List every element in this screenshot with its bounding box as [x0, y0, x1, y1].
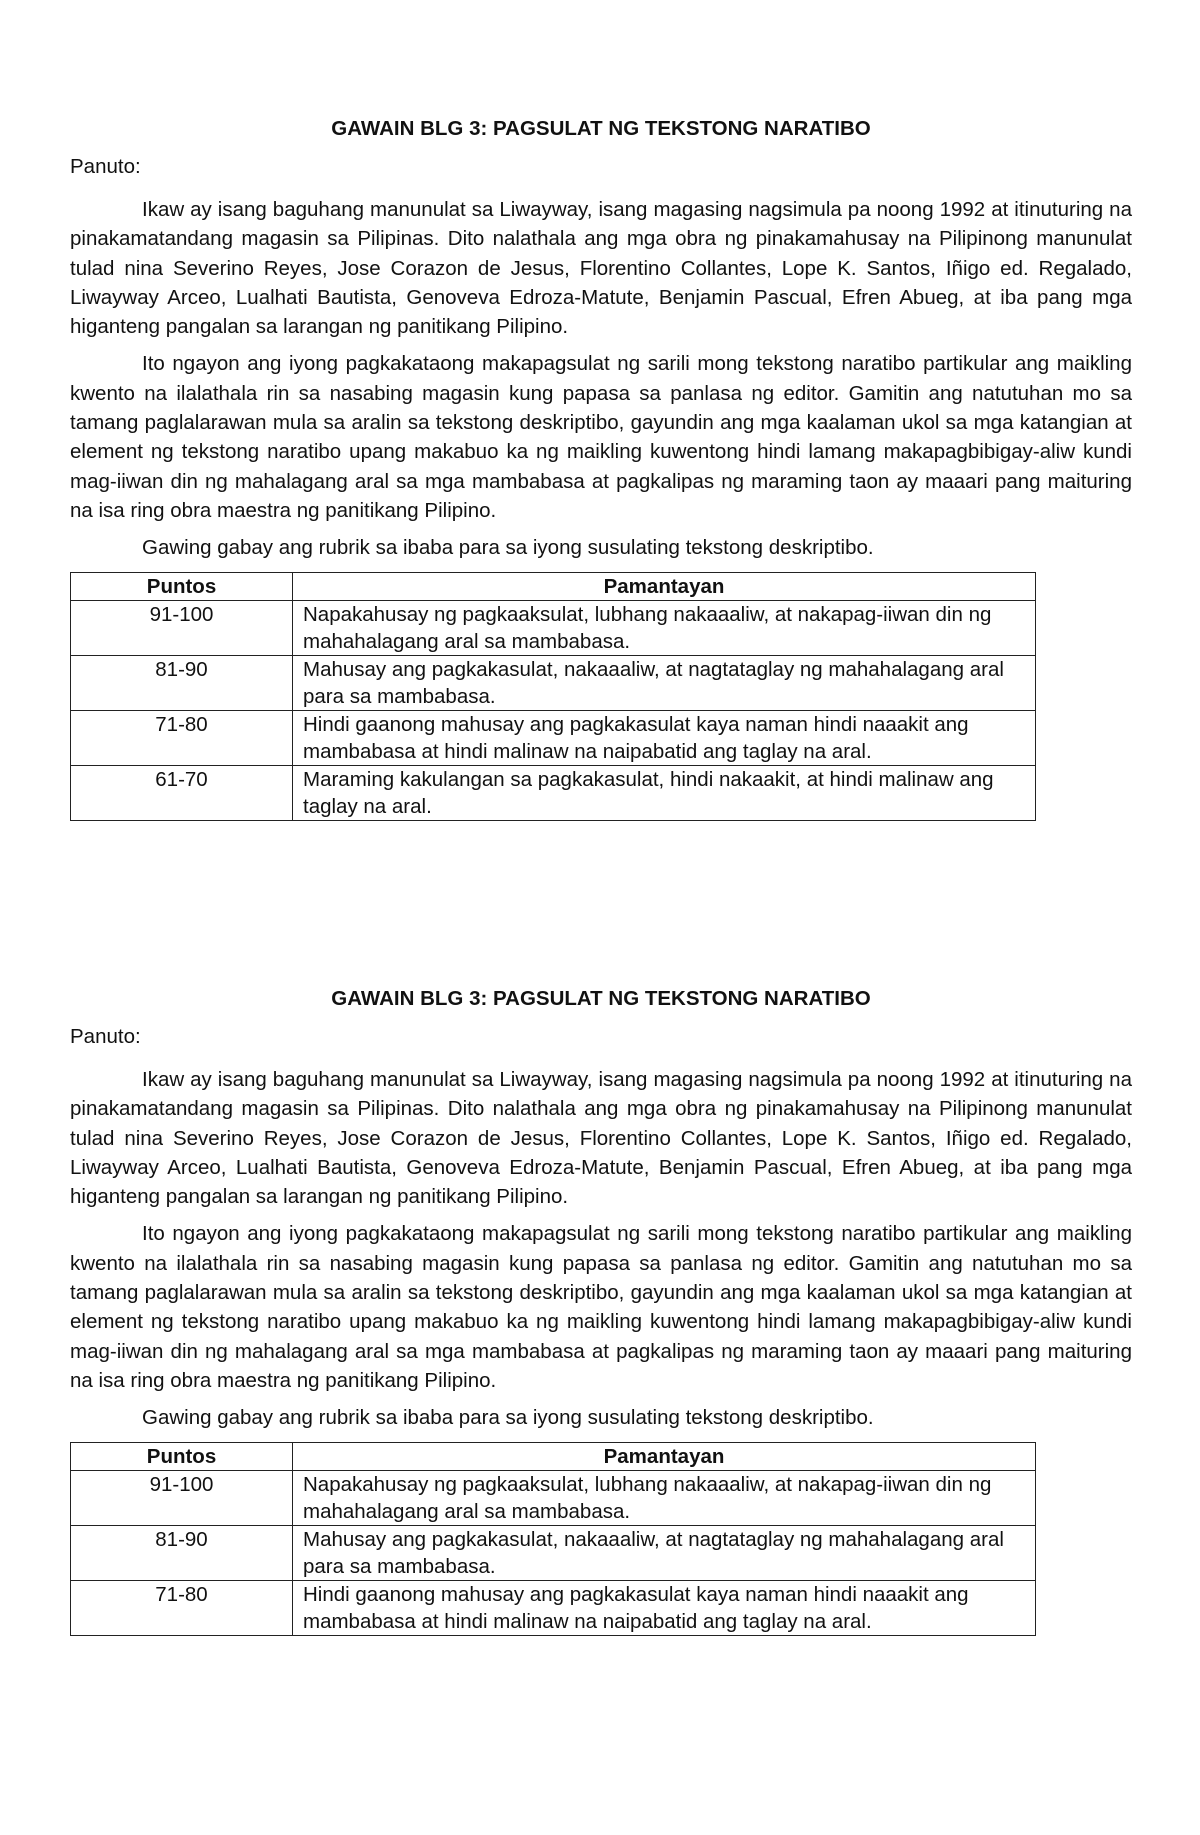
activity-title: GAWAIN BLG 3: PAGSULAT NG TEKSTONG NARATIBO — [331, 987, 871, 1010]
table-row — [71, 656, 1036, 711]
table-row — [71, 1471, 1036, 1526]
criteria-cell: Hindi gaanong mahusay ang pagkakasulat kaya naman hindi naaakit ang mambabasa at hindi malinaw na naipabatid ang taglay na aral. — [293, 1581, 1036, 1636]
table-row — [71, 601, 1036, 656]
criteria-cell: Mahusay ang pagkakasulat, nakaaaliw, at nagtataglay ng mahahalagang aral para sa mambabasa. — [293, 1526, 1036, 1581]
rubric-header-row — [71, 573, 1036, 601]
score-cell: 81-90 — [71, 656, 293, 711]
task-paragraph: Ito ngayon ang iyong pagkakataong makapagsulat ng sarili mong tekstong naratibo partikular ang maikling kwento na ilalathala rin sa nasabing magasin kung papasa sa panlasa ng editor. Gamitin ang natutuhan mo sa tamang paglalarawan mula sa aralin sa tekstong deskriptibo, gayundin ang mga kaalaman ukol sa mga katangian at element ng tekstong naratibo upang makabuo ka ng maikling kuwentong hindi lamang makapagbibigay-aliw kundi mag-iiwan din ng mahalagang aral sa mga mambabasa at pagkalipas ng maraming taon ay maaari pang maituring na isa ring obra maestra ng panitikang Pilipino. — [70, 352, 1132, 522]
criteria-cell: Napakahusay ng pagkaaksulat, lubhang nakaaaliw, at nakapag-iiwan din ng mahahalagang aral sa mambabasa. — [293, 1471, 1036, 1526]
table-row — [71, 766, 1036, 821]
criteria-cell: Napakahusay ng pagkaaksulat, lubhang nakaaaliw, at nakapag-iiwan din ng mahahalagang aral sa mambabasa. — [293, 601, 1036, 656]
rubric-header-row — [71, 1443, 1036, 1471]
rubric-table — [70, 1442, 1036, 1636]
activity-title: GAWAIN BLG 3: PAGSULAT NG TEKSTONG NARATIBO — [331, 117, 871, 140]
activity-section-1 — [70, 115, 1132, 821]
intro-paragraph: Ikaw ay isang baguhang manunulat sa Liwayway, isang magasing nagsimula pa noong 1992 at itinuturing na pinakamatandang magasin sa Pilipinas. Dito nalathala ang mga obra ng pinakamahusay na Pilipinong manunulat tulad nina Severino Reyes, Jose Corazon de Jesus, Florentino Collantes, Lope K. Santos, Iñigo ed. Regalado, Liwayway Arceo, Lualhati Bautista, Genoveva Edroza-Matute, Benjamin Pascual, Efren Abueg, at iba pang mga higanteng pangalan sa larangan ng panitikang Pilipino. — [70, 1068, 1132, 1209]
rubric-guide-text: Gawing gabay ang rubrik sa ibaba para sa iyong susulating tekstong deskriptibo. — [142, 536, 874, 560]
score-cell: 71-80 — [71, 1581, 293, 1636]
header-pamantayan: Pamantayan — [293, 573, 1036, 601]
criteria-cell: Maraming kakulangan sa pagkakasulat, hindi nakaakit, at hindi malinaw ang taglay na aral. — [293, 766, 1036, 821]
task-paragraph: Ito ngayon ang iyong pagkakataong makapagsulat ng sarili mong tekstong naratibo partikular ang maikling kwento na ilalathala rin sa nasabing magasin kung papasa sa panlasa ng editor. Gamitin ang natutuhan mo sa tamang paglalarawan mula sa aralin sa tekstong deskriptibo, gayundin ang mga kaalaman ukol sa mga katangian at element ng tekstong naratibo upang makabuo ka ng maikling kuwentong hindi lamang makapagbibigay-aliw kundi mag-iiwan din ng mahalagang aral sa mga mambabasa at pagkalipas ng maraming taon ay maaari pang maituring na isa ring obra maestra ng panitikang Pilipino. — [70, 1222, 1132, 1392]
activity-section-2 — [70, 985, 1132, 1636]
intro-paragraph: Ikaw ay isang baguhang manunulat sa Liwayway, isang magasing nagsimula pa noong 1992 at itinuturing na pinakamatandang magasin sa Pilipinas. Dito nalathala ang mga obra ng pinakamahusay na Pilipinong manunulat tulad nina Severino Reyes, Jose Corazon de Jesus, Florentino Collantes, Lope K. Santos, Iñigo ed. Regalado, Liwayway Arceo, Lualhati Bautista, Genoveva Edroza-Matute, Benjamin Pascual, Efren Abueg, at iba pang mga higanteng pangalan sa larangan ng panitikang Pilipino. — [70, 198, 1132, 339]
score-cell: 91-100 — [71, 1471, 293, 1526]
header-puntos: Puntos — [71, 1443, 293, 1471]
instructions-label: Panuto: — [70, 1025, 141, 1048]
score-cell: 81-90 — [71, 1526, 293, 1581]
table-row — [71, 1526, 1036, 1581]
score-cell: 91-100 — [71, 601, 293, 656]
header-pamantayan: Pamantayan — [293, 1443, 1036, 1471]
criteria-cell: Hindi gaanong mahusay ang pagkakasulat kaya naman hindi naaakit ang mambabasa at hindi malinaw na naipabatid ang taglay na aral. — [293, 711, 1036, 766]
score-cell: 71-80 — [71, 711, 293, 766]
table-row — [71, 711, 1036, 766]
rubric-table — [70, 572, 1036, 821]
header-puntos: Puntos — [71, 573, 293, 601]
criteria-cell: Mahusay ang pagkakasulat, nakaaaliw, at nagtataglay ng mahahalagang aral para sa mambabasa. — [293, 656, 1036, 711]
rubric-guide-text: Gawing gabay ang rubrik sa ibaba para sa iyong susulating tekstong deskriptibo. — [142, 1406, 874, 1430]
instructions-label: Panuto: — [70, 155, 141, 178]
table-row — [71, 1581, 1036, 1636]
score-cell: 61-70 — [71, 766, 293, 821]
